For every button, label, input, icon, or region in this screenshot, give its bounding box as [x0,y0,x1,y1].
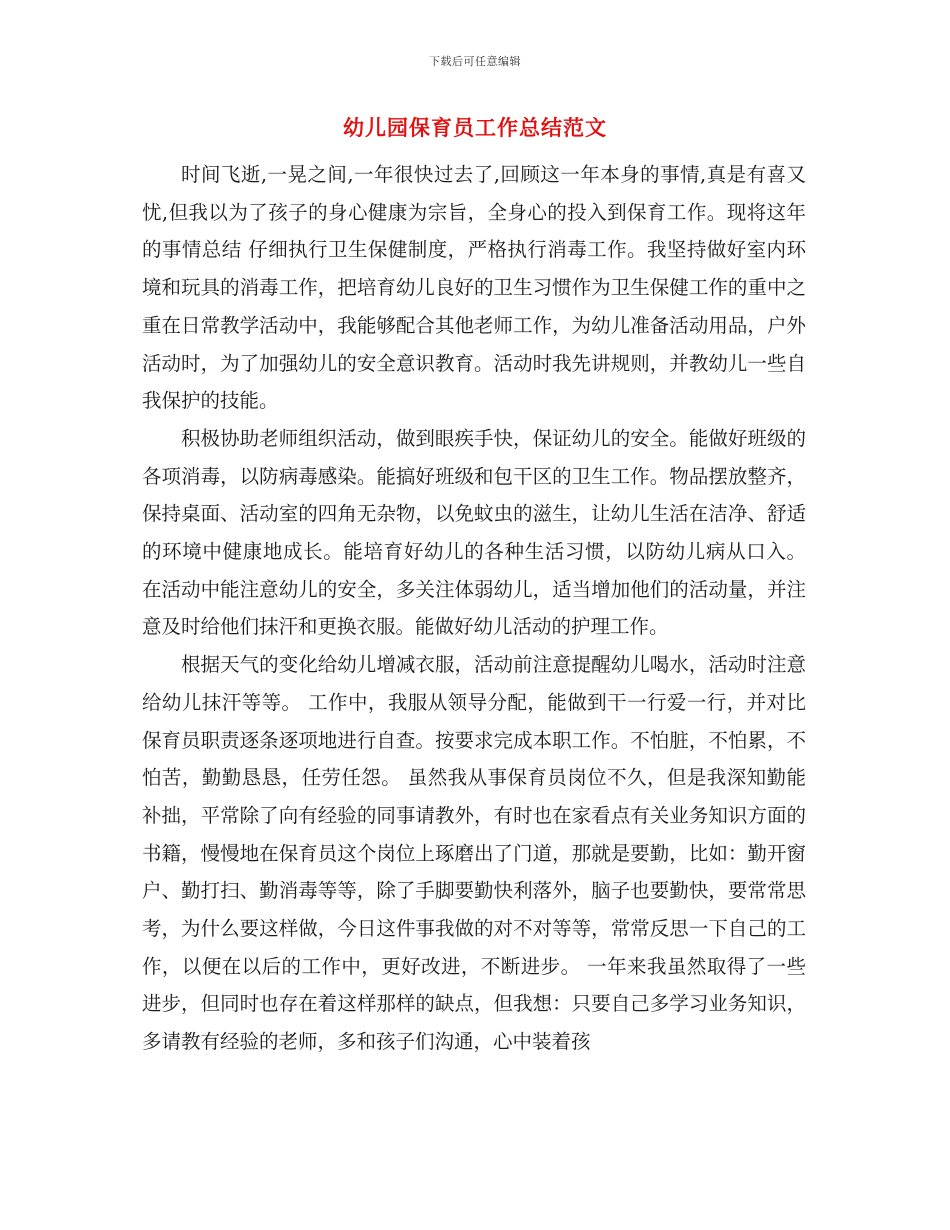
paragraph-3: 根据天气的变化给幼儿增减衣服，活动前注意提醒幼儿喝水，活动时注意给幼儿抹汗等等。 工作中，我服从领导分配，能做到干一行爱一行，并对比保育员职责逐条逐项地进行自查。按要求完成本职工作。不怕脏，不怕累，不怕苦，勤勤恳恳，任劳任怨。 虽然我从事保育员岗位不久，但是我深知勤能补拙，平常除了向有经验的同事请教外，有时也在家看点有关业务知识方面的书籍，慢慢地在保育员这个岗位上琢磨出了门道，那就是要勤，比如：勤开窗户、勤打扫、勤消毒等等，除了手脚要勤快利落外，脑子也要勤快，要常常思考，为什么要这样做，今日这件事我做的对不对等等，常常反思一下自己的工作，以便在以后的工作中，更好改进，不断进步。 一年来我虽然取得了一些进步，但同时也存在着这样那样的缺点，但我想：只要自己多学习业务知识，多请教有经验的老师，多和孩子们沟通，心中装着孩 [142,653,806,1054]
document-body [142,156,806,1061]
page-header: 下载后可任意编辑 [429,55,521,68]
document-title: 幼儿园保育员工作总结范文 [343,115,607,140]
paragraph-2: 积极协助老师组织活动，做到眼疾手快，保证幼儿的安全。能做好班级的各项消毒，以防病毒感染。能搞好班级和包干区的卫生工作。物品摆放整齐，保持桌面、活动室的四角无杂物，以免蚊虫的滋生，让幼儿生活在洁净、舒适的环境中健康地成长。能培育好幼儿的各种生活习惯，以防幼儿病从口入。 在活动中能注意幼儿的安全，多关注体弱幼儿，适当增加他们的活动量，并注意及时给他们抹汗和更换衣服。能做好幼儿活动的护理工作。 [142,426,806,639]
paragraph-1: 时间飞逝,一晃之间,一年很快过去了,回顾这一年本身的事情,真是有喜又忧,但我以为了孩子的身心健康为宗旨，全身心的投入到保育工作。现将这年的事情总结 仔细执行卫生保健制度，严格执行消毒工作。我坚持做好室内环境和玩具的消毒工作，把培育幼儿良好的卫生习惯作为卫生保健工作的重中之重在日常教学活动中，我能够配合其他老师工作，为幼儿准备活动用品，户外活动时，为了加强幼儿的安全意识教育。活动时我先讲规则，并教幼儿一些自我保护的技能。 [142,163,806,413]
